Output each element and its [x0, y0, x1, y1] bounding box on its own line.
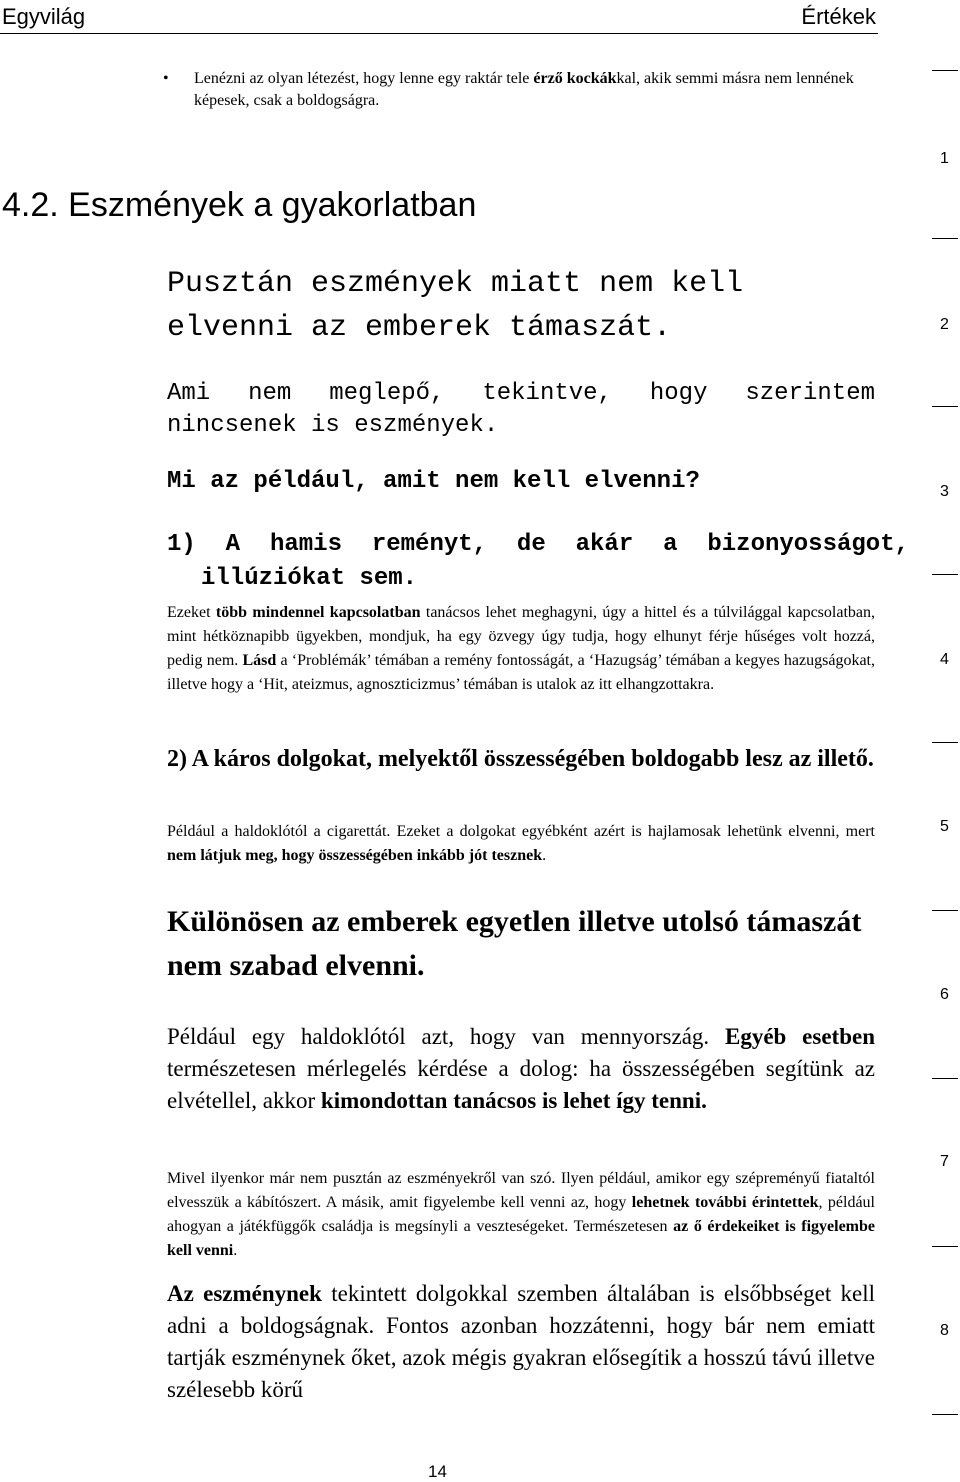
paragraph-5 — [167, 1278, 875, 1406]
text-part: tekintett dolgokkal szemben általában is elsőbbséget kell adni a boldogságnak. Fontos azonban hozzátenni, hogy bár nem emiatt tartják eszménynek őket, azok mégis gyakran elősegítik a hosszú távú illetve szélesebb körű — [167, 1281, 875, 1402]
text-bold: lehetnek további érintettek — [631, 1194, 819, 1211]
text-part: . — [542, 847, 547, 864]
text-bold: több mindennel kapcsolatban — [215, 604, 421, 621]
text-part: Például egy haldoklótól azt, hogy van mennyország. — [167, 1024, 725, 1049]
text-bold: nem látjuk meg, hogy összességében inkább jót tesznek — [167, 847, 543, 864]
heading-mono: Pusztán eszmények miatt nem kell elvenni az emberek támaszát. — [167, 267, 744, 345]
bullet-dot-icon: • — [163, 70, 169, 87]
header-right-title: Értékek — [801, 4, 876, 29]
paragraph-3 — [167, 1021, 875, 1117]
margin-number: 6 — [940, 986, 949, 1003]
margin-divider — [932, 910, 958, 911]
text-part: , például ahogyan a játékfüggők családja is megsínyli a veszteségeket. Természetesen — [167, 1194, 876, 1235]
text-bold: kimondottan tanácsos is lehet így tenni. — [320, 1088, 707, 1113]
margin-divider — [932, 1078, 958, 1079]
margin-number: 4 — [940, 651, 949, 668]
question-mono: Mi az például, amit nem kell elvenni? — [167, 468, 700, 495]
text-bold: Lásd — [242, 652, 277, 669]
text-bold: Egyéb esetben — [725, 1024, 875, 1049]
margin-divider — [932, 238, 958, 239]
text-part: Ezeket — [167, 604, 216, 621]
margin-number: 8 — [940, 1322, 949, 1339]
margin-divider — [932, 406, 958, 407]
text-bold: Az eszménynek — [167, 1281, 322, 1306]
bullet-item — [163, 68, 886, 112]
page-header — [0, 0, 878, 34]
margin-divider — [932, 70, 958, 71]
text-part: természetesen mérlegelés kérdése a dolog: ha összességében segítünk az elvétellel, akkor — [167, 1056, 875, 1113]
margin-number: 2 — [940, 316, 949, 333]
margin-number: 7 — [940, 1153, 949, 1170]
numbered-item-1: 1) A hamis reményt, de akár a bizonyosságot, illúziókat sem. — [167, 531, 909, 592]
text-part: . — [233, 1242, 238, 1259]
bullet-text-bold: érző kockák — [533, 70, 617, 87]
text-part: tanácsos lehet meghagyni, úgy a hittel és a túlvilággal kapcsolatban, mint hétköznapibb ügyekben, mondjuk, ha egy özvegy úgy tudja, hogy elhunyt férje hűséges volt hozzá, pedig nem. — [167, 604, 875, 669]
text-part: a ‘Problémák’ témában a remény fontosságát, a ‘Hazugság’ témában a kegyes hazugságokat, illetve hogy a ‘Hit, ateizmus, agnoszticizmus’ témában is utalok az itt elhangzottakra. — [167, 652, 876, 693]
paragraph-1 — [167, 601, 875, 697]
margin-divider — [932, 1246, 958, 1247]
margin-number: 3 — [940, 483, 949, 500]
margin-divider — [932, 574, 958, 575]
numbered-item-2: 2) A káros dolgokat, melyektől összességében boldogabb lesz az illető. — [167, 746, 874, 772]
paragraph-mono: Ami nem meglepő, tekintve, hogy szerintem nincsenek is eszmények. — [167, 380, 875, 439]
margin-number: 1 — [940, 150, 949, 167]
bullet-text-part: kal, akik semmi másra nem lennének képesek, csak a boldogságra. — [194, 70, 854, 109]
bullet-text — [194, 68, 886, 112]
margin-divider — [932, 1414, 958, 1415]
text-part: Például a haldoklótól a cigarettát. Ezeket a dolgokat egyébként azért is hajlamosak lehetünk elvenni, mert — [167, 823, 875, 840]
bullet-text-part: Lenézni az olyan létezést, hogy lenne egy raktár tele — [194, 70, 534, 87]
heading-2: Különösen az emberek egyetlen illetve utolsó támaszát nem szabad elvenni. — [167, 905, 862, 982]
paragraph-2 — [167, 820, 875, 868]
section-title: 4.2. Eszmények a gyakorlatban — [2, 186, 477, 224]
paragraph-4 — [167, 1167, 875, 1263]
page-number: 14 — [428, 1462, 447, 1481]
margin-number: 5 — [940, 818, 949, 835]
text-bold: az ő érdekeiket is figyelembe kell venni — [167, 1218, 876, 1259]
margin-divider — [932, 742, 958, 743]
text-part: Mivel ilyenkor már nem pusztán az eszményekről van szó. Ilyen például, amikor egy szépreményű fiataltól elvesszük a kábítószert. A másik, amit figyelembe kell venni az, hogy — [167, 1170, 875, 1211]
header-left-title: Egyvilág — [2, 4, 86, 29]
